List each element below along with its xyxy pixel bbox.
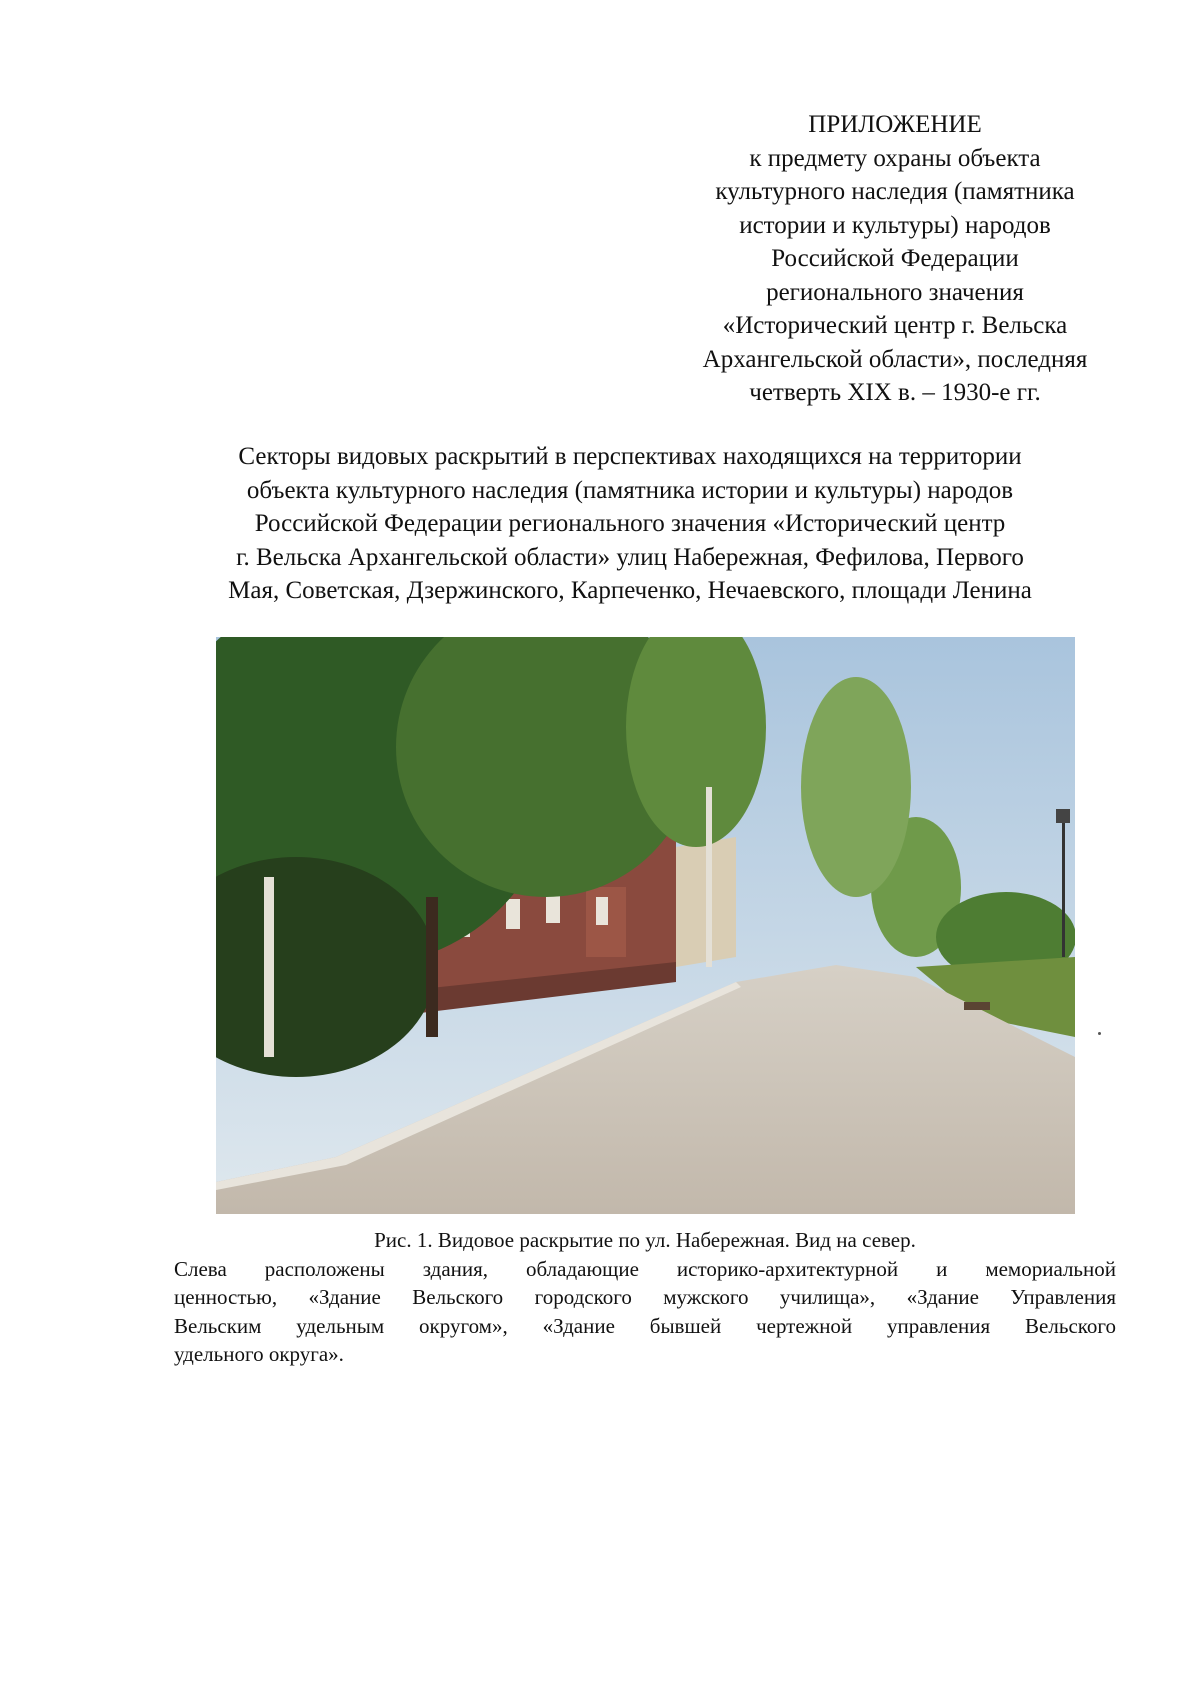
appendix-line: «Исторический центр г. Вельска bbox=[722, 312, 1068, 339]
figure-caption bbox=[174, 1226, 1116, 1369]
caption-line: ценностью, «Здание Вельского городского мужского училища», «Здание Управления bbox=[174, 1285, 1116, 1309]
caption-line: удельного округа». bbox=[174, 1342, 344, 1366]
heading-line: г. Вельска Архангельской области» улиц Набережная, Фефилова, Первого bbox=[236, 543, 1024, 571]
heading-line: Мая, Советская, Дзержинского, Карпеченко, Нечаевского, площади Ленина bbox=[228, 577, 1032, 604]
appendix-line: культурного наследия (памятника bbox=[715, 178, 1075, 205]
heading-line: объекта культурного наследия (памятника истории и культуры) народов bbox=[246, 476, 1014, 504]
heading-line: Секторы видовых раскрытий в перспективах находящихся на территории bbox=[238, 443, 1022, 470]
appendix-line: регионального значения bbox=[766, 278, 1024, 306]
street-photo-illustration bbox=[216, 637, 1075, 1214]
appendix-line: четверть XIX в. – 1930-е гг. bbox=[749, 379, 1041, 406]
caption-title: Рис. 1. Видовое раскрытие по ул. Набережная. Вид на север. bbox=[374, 1228, 916, 1252]
caption-line: Вельским удельным округом», «Здание бывшей чертежной управления Вельского bbox=[174, 1313, 1116, 1338]
document-heading bbox=[150, 440, 1110, 608]
appendix-line: к предмету охраны объекта bbox=[749, 144, 1041, 172]
appendix-header bbox=[660, 108, 1130, 410]
appendix-line: Российской Федерации bbox=[771, 245, 1019, 272]
caption-line: Слева расположены здания, обладающие историко-архитектурной и мемориальной bbox=[174, 1256, 1116, 1281]
appendix-line: Архангельской области», последняя bbox=[702, 345, 1088, 373]
appendix-title: ПРИЛОЖЕНИЕ bbox=[808, 111, 982, 138]
scan-speck bbox=[1098, 1032, 1101, 1035]
street-photo bbox=[216, 637, 1075, 1214]
heading-line: Российской Федерации регионального значения «Исторический центр bbox=[254, 510, 1006, 537]
appendix-line: истории и культуры) народов bbox=[739, 211, 1051, 239]
